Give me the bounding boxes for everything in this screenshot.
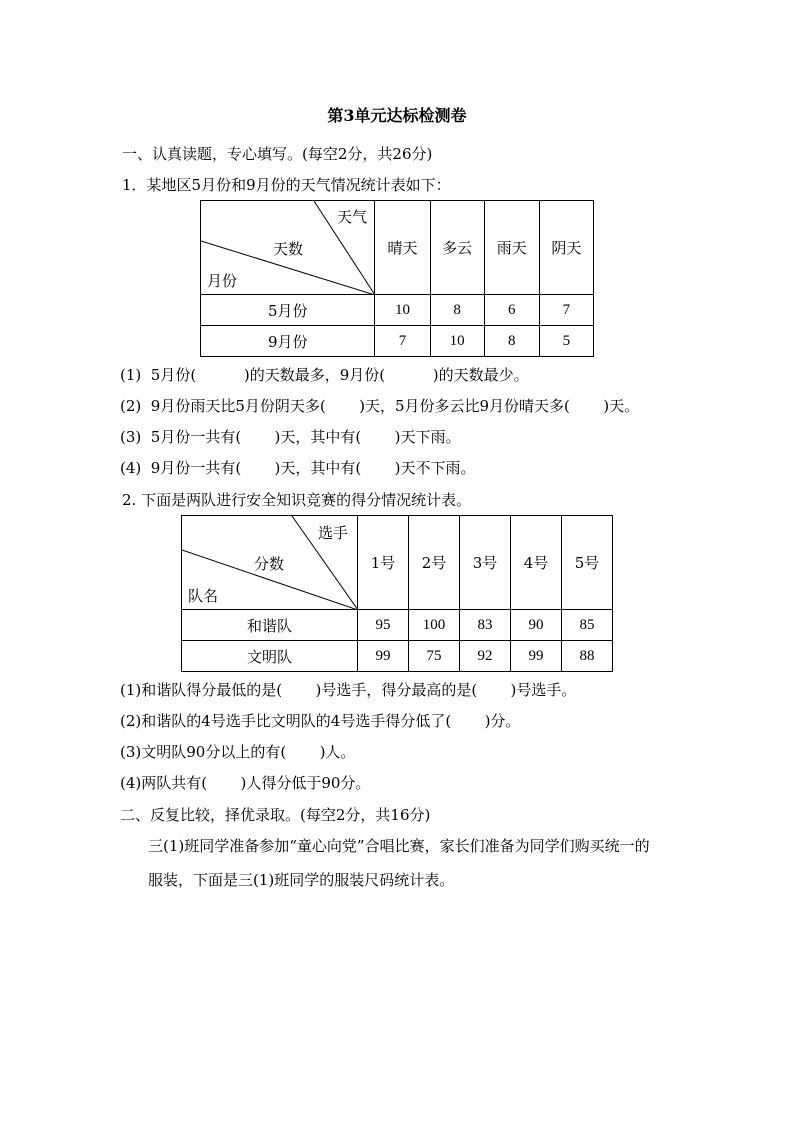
header-player-4: 4号: [511, 516, 562, 610]
corner-label-score: 分数: [254, 555, 285, 573]
table-cell: 99: [358, 641, 409, 672]
table-row: [182, 610, 613, 641]
header-sunny: 晴天: [375, 201, 430, 295]
table-cell: 88: [562, 641, 613, 672]
corner-label-weather: 天气: [337, 208, 368, 226]
header-player-3: 3号: [460, 516, 511, 610]
corner-label-player: 选手: [318, 524, 349, 542]
question-1-item-2: (2) 9月份雨天比5月份阴天多( )天，5月份多云比9月份晴天多( )天。: [120, 397, 640, 415]
scores-table-corner-cell: [182, 516, 358, 610]
table-cell: 10: [430, 326, 484, 357]
section-1-heading: 一、认真读题，专心填写。(每空2分，共26分): [122, 145, 433, 163]
weather-table: [200, 200, 594, 357]
scores-table: [181, 515, 613, 672]
weather-table-corner-cell: [201, 201, 375, 295]
table-cell: 7: [375, 326, 430, 357]
row-label: 5月份: [201, 295, 375, 326]
weather-table-header-row: [201, 201, 594, 295]
question-2-item-2: (2)和谐队的4号选手比文明队的4号选手得分低了( )分。: [120, 712, 521, 730]
table-cell: 8: [430, 295, 484, 326]
header-overcast: 阴天: [539, 201, 593, 295]
table-cell: 100: [409, 610, 460, 641]
question-1-item-3: (3) 5月份一共有( )天，其中有( )天下雨。: [120, 428, 461, 446]
table-cell: 6: [484, 295, 539, 326]
question-2-intro: 2. 下面是两队进行安全知识竞赛的得分情况统计表。: [122, 491, 472, 509]
question-2-item-1: (1)和谐队得分最低的是( )号选手，得分最高的是( )号选手。: [120, 681, 577, 699]
table-cell: 8: [484, 326, 539, 357]
header-player-1: 1号: [358, 516, 409, 610]
header-player-5: 5号: [562, 516, 613, 610]
table-cell: 95: [358, 610, 409, 641]
section-2-heading: 二、反复比较，择优录取。(每空2分，共16分): [120, 806, 431, 824]
section-2-paragraph-line-2: 服装，下面是三(1)班同学的服装尺码统计表。: [148, 871, 455, 889]
corner-label-month: 月份: [207, 272, 238, 290]
header-rainy: 雨天: [484, 201, 539, 295]
table-cell: 83: [460, 610, 511, 641]
row-label: 9月份: [201, 326, 375, 357]
row-label: 文明队: [182, 641, 358, 672]
page-title: 第3单元达标检测卷: [327, 106, 467, 125]
question-1-intro: 1．某地区5月份和9月份的天气情况统计表如下：: [122, 176, 451, 194]
corner-label-days: 天数: [273, 240, 304, 258]
section-2-paragraph-line-1: 三(1)班同学准备参加“童心向党”合唱比赛，家长们准备为同学们购买统一的: [148, 837, 650, 855]
table-cell: 5: [539, 326, 593, 357]
header-cloudy: 多云: [430, 201, 484, 295]
corner-label-team: 队名: [188, 587, 219, 605]
table-cell: 75: [409, 641, 460, 672]
row-label: 和谐队: [182, 610, 358, 641]
header-player-2: 2号: [409, 516, 460, 610]
question-1-item-1: (1) 5月份( )的天数最多，9月份( )的天数最少。: [120, 366, 529, 384]
table-row: [182, 641, 613, 672]
table-row: [201, 326, 594, 357]
scores-table-header-row: [182, 516, 613, 610]
table-cell: 90: [511, 610, 562, 641]
table-row: [201, 295, 594, 326]
table-cell: 85: [562, 610, 613, 641]
table-cell: 99: [511, 641, 562, 672]
table-cell: 92: [460, 641, 511, 672]
question-1-item-4: (4) 9月份一共有( )天，其中有( )天不下雨。: [120, 459, 476, 477]
table-cell: 10: [375, 295, 430, 326]
question-2-item-4: (4)两队共有( )人得分低于90分。: [120, 774, 371, 792]
question-2-item-3: (3)文明队90分以上的有( )人。: [120, 743, 356, 761]
table-cell: 7: [539, 295, 593, 326]
